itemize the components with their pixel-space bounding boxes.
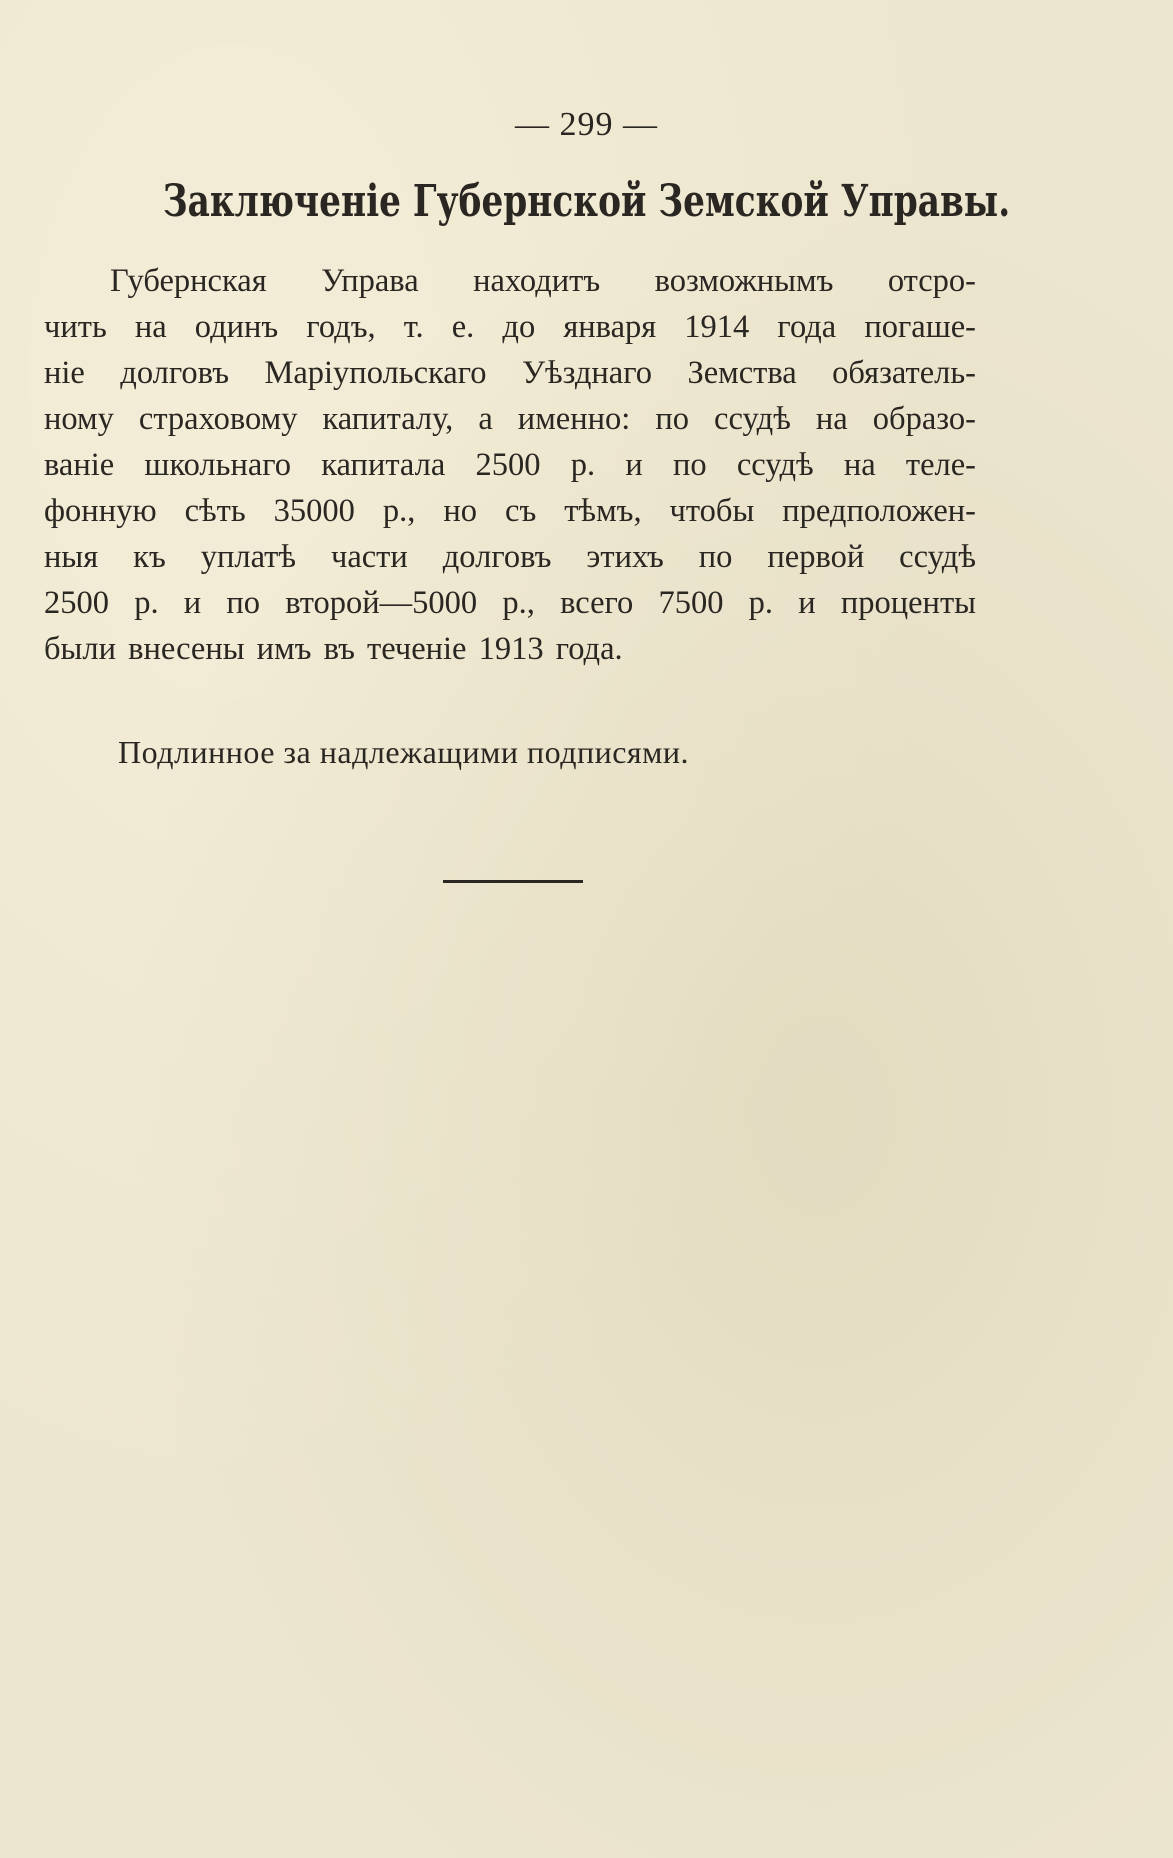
paragraph-line: 2500 р. и по второй—5000 р., всего 7500 р. и проценты (44, 585, 976, 621)
paragraph-line: чить на одинъ годъ, т. е. до января 1914 года погаше- (44, 309, 976, 345)
paragraph-line: ніе долговъ Маріупольскаго Уѣзднаго Земства обязатель- (44, 355, 976, 391)
paragraph-line: Губернская Управа находитъ возможнымъ отсро- (110, 263, 976, 299)
page-number: — 299 — (515, 106, 658, 143)
paragraph-line: фонную сѣть 35000 р., но съ тѣмъ, чтобы предположен- (44, 493, 976, 529)
section-divider (443, 880, 583, 883)
body-paragraph (44, 258, 976, 672)
paragraph-line: ному страховому капиталу, а именно: по ссудѣ на образо- (44, 401, 976, 437)
paragraph-line: ваніе школьнаго капитала 2500 р. и по ссудѣ на теле- (44, 447, 976, 483)
paragraph-line: ныя къ уплатѣ части долговъ этихъ по первой ссудѣ (44, 539, 976, 575)
section-title: Заключеніе Губернской Земской Управы. (162, 176, 1011, 227)
closing-note: Подлинное за надлежащими подписями. (118, 734, 690, 770)
paragraph-line: были внесены имъ въ теченіе 1913 года. (44, 631, 623, 667)
